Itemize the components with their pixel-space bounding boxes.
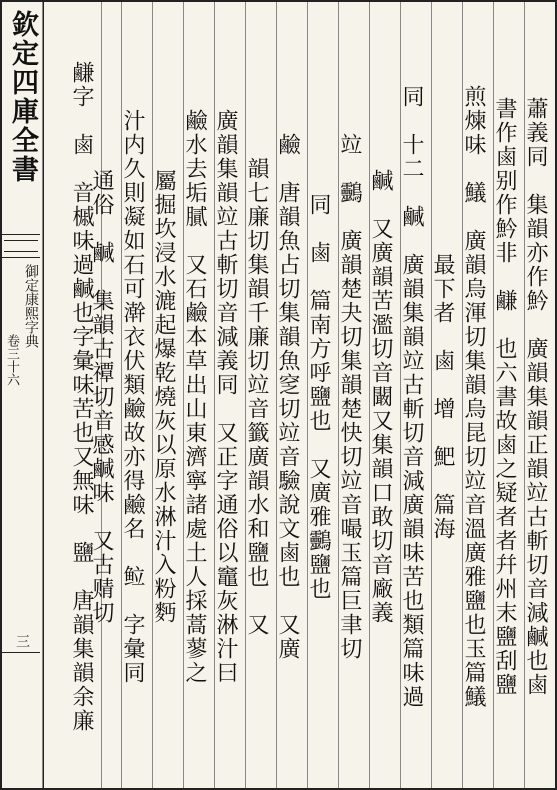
text-columns	[44, 2, 555, 788]
text-column: 鹼 唐韻魚占切集韻魚窆切竝音驗說文鹵也 又廣	[276, 2, 307, 788]
collection-title: 欽定四庫全書	[7, 10, 38, 184]
text-column: 通俗 鹹 集韻古禫切音感鹹味 又古䞍切	[101, 2, 121, 788]
text-column: 竝 䴒 廣韻楚夬切集韻楚快切竝音嘬玉篇巨聿切	[338, 2, 369, 788]
text-column: 蕭義同 集韻亦作䰼 廣韻集韻正韻竝古斬切音減鹹也鹵	[524, 2, 555, 788]
fish-tail-ornament	[2, 234, 40, 258]
text-column: 鹼水去垢膩 又石鹼本草出山東濟寧諸處土人採蒿蓼之	[183, 2, 214, 788]
book-title: 御定康熙字典	[23, 264, 39, 348]
text-column: 韻七廉切集韻千廉切竝音籤廣韻水和鹽也 又	[245, 2, 276, 788]
text-column: 同 十二 鹹 廣韻集韻竝古斬切音減廣韻味苦也類篇味過	[400, 2, 431, 788]
text-column: 書作鹵别作䰼非 鹻 也六書故鹵之疑者者幷州末鹽刮鹽	[493, 2, 524, 788]
text-column: 最下者 鹵 增 䰾 篇海	[431, 2, 462, 788]
text-column: 煎煉味 䲑 廣韻烏渾切集韻烏昆切竝音溫廣雅鹽也玉篇䲑	[462, 2, 493, 788]
text-column: 廣韻集韻竝古斬切音減義同 又正字通俗以竈灰淋汁曰	[214, 2, 245, 788]
text-column: 鹻字 鹵 音槭味過鹹也字彙味苦也又無味 鹽 唐韻集韻余廉	[42, 2, 101, 788]
margin-rule	[2, 652, 40, 653]
volume-label: 卷三十六	[4, 334, 19, 386]
margin-strip	[2, 2, 44, 788]
text-column: 汁内久則凝如石可澣衣伏類鹼故亦得鹼名 䲞 字彙同	[121, 2, 152, 788]
text-column: 鹹 又廣韻苦濫切音闞又集韻口敢切音廠義	[369, 2, 400, 788]
text-column: 屬掘坎浸水漉起爆乾燒灰以原水淋汁入粉麪	[152, 2, 183, 788]
page-number: 三	[14, 634, 30, 648]
text-column: 同 鹵 篇南方呼鹽也 又廣雅䴒鹽也	[307, 2, 338, 788]
